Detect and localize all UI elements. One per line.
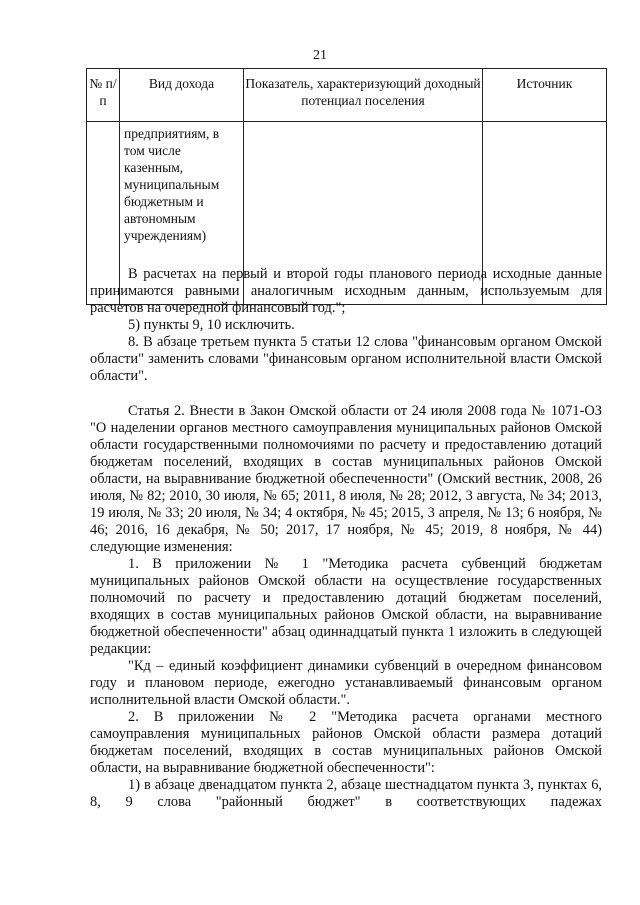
table-header-row <box>87 69 607 122</box>
cell-revenue-type-text: предприятиям, в том числе казенным, муниципальным бюджетным и автономным учреждениям) <box>124 126 220 243</box>
paragraph-initial-data: В расчетах на первый и второй годы планового периода исходные данные принимаются равными аналогичным исходным данным, используемым для расчетов на очередной финансовый год."; <box>90 266 602 316</box>
header-number: № п/п <box>87 69 120 122</box>
paragraph-appendix-1: 1. В приложении № 1 "Методика расчета субвенций бюджетам муниципальных районов Омской области на осуществление государственных полномочий по расчету и предоставлению дотаций бюджетам поселений, входящих в состав муниципальных районов Омской области, на выравнивание бюджетной обеспеченности" абзац одиннадцатый пункта 1 изложить в следующей редакции: <box>90 556 602 657</box>
page-number: 21 <box>313 48 327 63</box>
header-indicator: Показатель, характеризующий доходный потенциал поселения <box>244 69 483 122</box>
header-revenue-type: Вид дохода <box>120 69 244 122</box>
paragraph-kd-definition: "Кд – единый коэффициент динамики субвенций в очередном финансовом году и плановом периоде, ежегодно устанавливаемый финансовым органом исполнительной власти Омской области.". <box>90 658 602 708</box>
paragraph-appendix-2: 2. В приложении № 2 "Методика расчета органами местного самоуправления муниципальных районов Омской области размера дотаций бюджетам поселений, входящих в состав муниципальных районов Омской области, на выравнивание бюджетной обеспеченности": <box>90 709 602 776</box>
header-source: Источник <box>483 69 607 122</box>
text-block-1 <box>90 266 602 385</box>
text-block-2 <box>90 403 602 811</box>
paragraph-article-2: Статья 2. Внести в Закон Омской области от 24 июля 2008 года № 1071-ОЗ "О наделении органов местного самоуправления муниципальных районов Омской области государственными полномочиями по расчету и предоставлению дотаций бюджетам поселений, входящих в состав муниципальных районов Омской области, на выравнивание бюджетной обеспеченности" (Омский вестник, 2008, 26 июля, № 82; 2010, 30 июля, № 65; 2011, 8 июля, № 28; 2012, 3 августа, № 34; 2013, 19 июля, № 33; 20 июля, № 34; 4 октября, № 45; 2015, 3 апреля, № 13; 6 ноября, № 46; 2016, 16 декабря, № 50; 2017, 17 ноября, № 45; 2019, 8 ноября, № 44) следующие изменения: <box>90 403 602 555</box>
paragraph-subpoint-1: 1) в абзаце двенадцатом пункта 2, абзаце шестнадцатом пункта 3, пунктах 6, 8, 9 слова "районный бюджет" в соответствующих падежах <box>90 777 602 810</box>
paragraph-point-5: 5) пункты 9, 10 исключить. <box>128 317 295 333</box>
paragraph-point-8: 8. В абзаце третьем пункта 5 статьи 12 слова "финансовым органом Омской области" заменить словами "финансовым органом исполнительной власти Омской области". <box>90 334 602 384</box>
